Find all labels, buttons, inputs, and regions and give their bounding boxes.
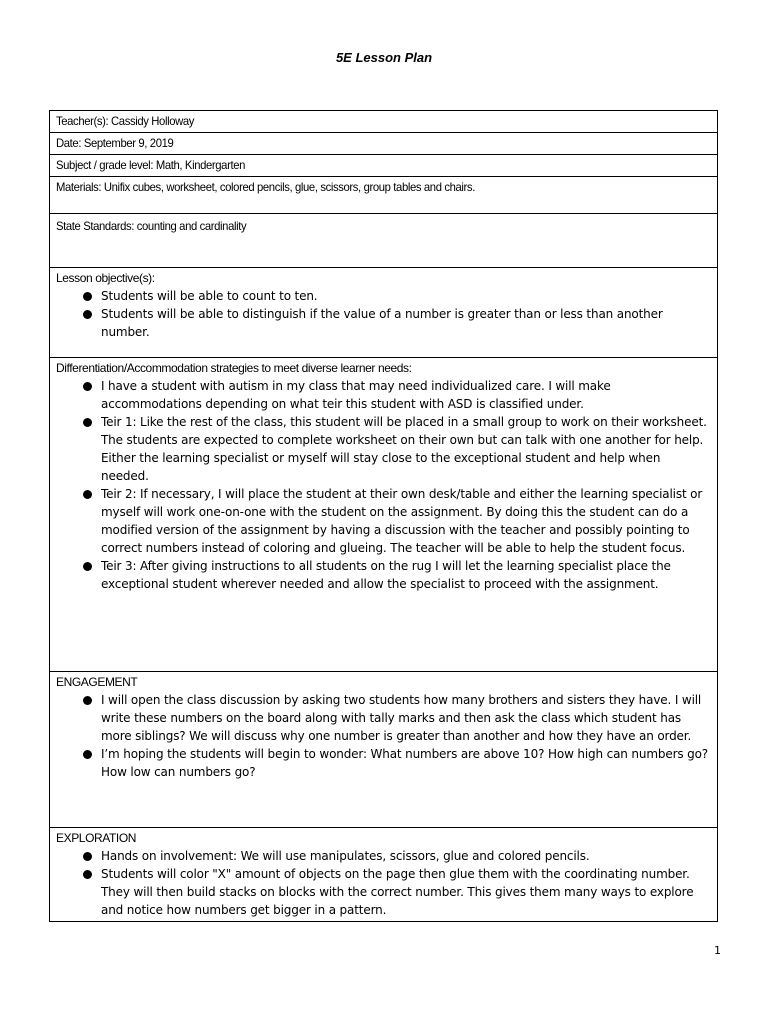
list-item (56, 557, 711, 593)
bullet-icon (83, 870, 92, 879)
bullet-icon (83, 382, 92, 391)
engagement-row (50, 672, 718, 828)
engagement-heading: ENGAGEMENT (56, 675, 138, 689)
objective-heading: Lesson objective(s): (56, 271, 155, 285)
list-item (56, 287, 711, 305)
date-row (50, 133, 718, 155)
list-item (56, 305, 711, 341)
lesson-plan-table (49, 110, 718, 922)
date-label: Date: September 9, 2019 (56, 136, 174, 150)
teacher-row (50, 111, 718, 133)
materials-label: Materials: Unifix cubes, worksheet, colored pencils, glue, scissors, group tables and chairs. (56, 180, 475, 194)
bullet-icon (83, 418, 92, 427)
engagement-text: I’m hoping the students will begin to wonder: What numbers are above 10? How high can numbers go? How low can numbers go? (101, 747, 708, 779)
subject-row (50, 155, 718, 177)
exploration-text: Students will color "X" amount of objects on the page then glue them with the coordinating number. They will then build stacks on blocks with the correct number. This gives them many ways to explore and notice how numbers get bigger in a pattern. (101, 867, 694, 917)
list-item (56, 847, 711, 865)
standards-label: State Standards: counting and cardinality (56, 219, 247, 233)
list-item (56, 865, 711, 919)
objective-text: Students will be able to distinguish if the value of a number is greater than or less than another number. (101, 307, 663, 339)
list-item (56, 691, 711, 745)
list-item (56, 745, 711, 781)
differentiation-heading: Differentiation/Accommodation strategies to meet diverse learner needs: (56, 361, 412, 375)
materials-row (50, 177, 718, 214)
document-title: 5E Lesson Plan (335, 50, 433, 65)
differentiation-text: Teir 2: If necessary, I will place the student at their own desk/table and either the learning specialist or myself will work one-on-one with the student on the assignment. By doing this the student can do a modified version of the assignment by having a discussion with the teacher and possibly pointing to correct numbers instead of coloring and glueing. The teacher will be able to help the student focus. (101, 487, 703, 555)
objective-text: Students will be able to count to ten. (101, 289, 318, 303)
differentiation-row (50, 358, 718, 672)
page-number: 1 (714, 944, 721, 957)
bullet-icon (83, 310, 92, 319)
exploration-row (50, 828, 718, 922)
bullet-icon (83, 490, 92, 499)
bullet-icon (83, 696, 92, 705)
exploration-list (56, 847, 711, 919)
differentiation-text: Teir 3: After giving instructions to all students on the rug I will let the learning specialist place the exceptional student wherever needed and allow the specialist to proceed with the assignment. (101, 559, 671, 591)
bullet-icon (83, 292, 92, 301)
bullet-icon (83, 750, 92, 759)
differentiation-text: Teir 1: Like the rest of the class, this student will be placed in a small group to work on their worksheet. The students are expected to complete worksheet on their own but can talk with one another for help. Either the learning specialist or myself will stay close to the exceptional student and help when needed. (101, 415, 707, 483)
teacher-label: Teacher(s): Cassidy Holloway (56, 114, 195, 128)
subject-label: Subject / grade level: Math, Kindergarten (56, 158, 245, 172)
standards-row (50, 214, 718, 268)
engagement-text: I will open the class discussion by asking two students how many brothers and sisters they have. I will write these numbers on the board along with tally marks and then ask the class which student has more siblings? We will discuss why one number is greater than another and how they have an order. (101, 693, 702, 743)
objective-row (50, 268, 718, 358)
exploration-heading: EXPLORATION (56, 831, 137, 845)
bullet-icon (83, 852, 92, 861)
engagement-list (56, 691, 711, 781)
differentiation-text: I have a student with autism in my class that may need individualized care. I will make accommodations depending on what teir this student with ASD is classified under. (101, 379, 611, 411)
list-item (56, 485, 711, 557)
differentiation-list (56, 377, 711, 593)
list-item (56, 377, 711, 413)
list-item (56, 413, 711, 485)
exploration-text: Hands on involvement: We will use manipulates, scissors, glue and colored pencils. (101, 849, 590, 863)
objective-list (56, 287, 711, 341)
bullet-icon (83, 562, 92, 571)
